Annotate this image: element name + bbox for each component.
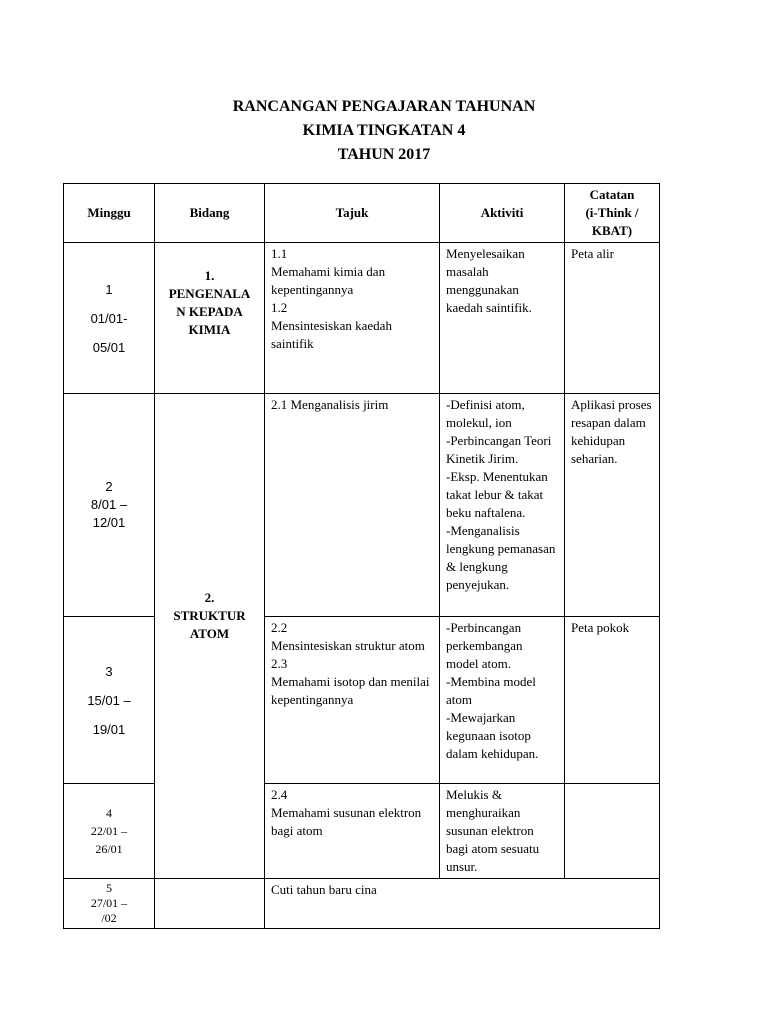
tajuk-cell: Cuti tahun baru cina [265, 879, 660, 929]
week-number: 4 [106, 806, 112, 820]
week-date-end: 05/01 [92, 339, 126, 355]
aktiviti-cell: -Definisi atom, molekul, ion -Perbincangan Teori Kinetik Jirim. -Eksp. Menentukan takat lebur & takat beku naftalena. -Menganalisis lengkung pemanasan & lengkung penyejukan. [440, 394, 565, 617]
title-line-3: TAHUN 2017 [337, 146, 431, 163]
header-minggu: Minggu [64, 184, 155, 243]
table-row [64, 394, 660, 617]
week-cell [64, 879, 155, 929]
header-tajuk: Tajuk [265, 184, 440, 243]
catatan-cell: Peta alir [565, 243, 660, 394]
week-cell [64, 617, 155, 784]
catatan-cell: Peta pokok [565, 617, 660, 784]
table-row [64, 784, 660, 879]
header-catatan: Catatan (i-Think / KBAT) [565, 184, 660, 243]
week-number: 1 [105, 281, 113, 297]
week-number: 5 [106, 881, 112, 895]
tajuk-cell: 2.1 Menganalisis jirim [265, 394, 440, 617]
bidang-cell: 1. PENGENALA N KEPADA KIMIA [155, 243, 265, 394]
table-header-row [64, 184, 660, 243]
title-line-2: KIMIA TINGKATAN 4 [302, 122, 466, 139]
catatan-cell [565, 784, 660, 879]
header-bidang: Bidang [155, 184, 265, 243]
lesson-plan-table [63, 183, 660, 929]
week-date-start: 01/01- [90, 310, 128, 326]
tajuk-cell: 1.1 Memahami kimia dan kepentingannya 1.2 Mensintesiskan kaedah saintifik [265, 243, 440, 394]
table-row [64, 243, 660, 394]
week-date-end: 26/01 [95, 842, 123, 856]
week-number: 3 [105, 663, 113, 679]
header-aktiviti: Aktiviti [440, 184, 565, 243]
document-title [0, 95, 768, 167]
week-date-start: 15/01 – [87, 692, 131, 708]
week-date-end: 12/01 [92, 515, 126, 530]
aktiviti-cell: Melukis & menghuraikan susunan elektron bagi atom sesuatu unsur. [440, 784, 565, 879]
week-date-start: 22/01 – [90, 824, 128, 838]
title-line-1: RANCANGAN PENGAJARAN TAHUNAN [232, 98, 536, 115]
week-cell [64, 784, 155, 879]
aktiviti-cell: Menyelesaikan masalah menggunakan kaedah saintifik. [440, 243, 565, 394]
bidang-cell [155, 879, 265, 929]
week-date-start: 27/01 – [90, 896, 128, 910]
bidang-cell: 2. STRUKTUR ATOM [155, 394, 265, 879]
week-cell [64, 243, 155, 394]
week-date-start: 8/01 – [90, 497, 128, 512]
aktiviti-cell: -Perbincangan perkembangan model atom. -Membina model atom -Mewajarkan kegunaan isotop dalam kehidupan. [440, 617, 565, 784]
table-row [64, 617, 660, 784]
table-row [64, 879, 660, 929]
week-number: 2 [105, 479, 113, 494]
tajuk-cell: 2.4 Memahami susunan elektron bagi atom [265, 784, 440, 879]
week-cell [64, 394, 155, 617]
tajuk-cell: 2.2 Mensintesiskan struktur atom 2.3 Memahami isotop dan menilai kepentingannya [265, 617, 440, 784]
week-date-end: /02 [101, 911, 117, 925]
catatan-cell: Aplikasi proses resapan dalam kehidupan seharian. [565, 394, 660, 617]
week-date-end: 19/01 [92, 721, 126, 737]
